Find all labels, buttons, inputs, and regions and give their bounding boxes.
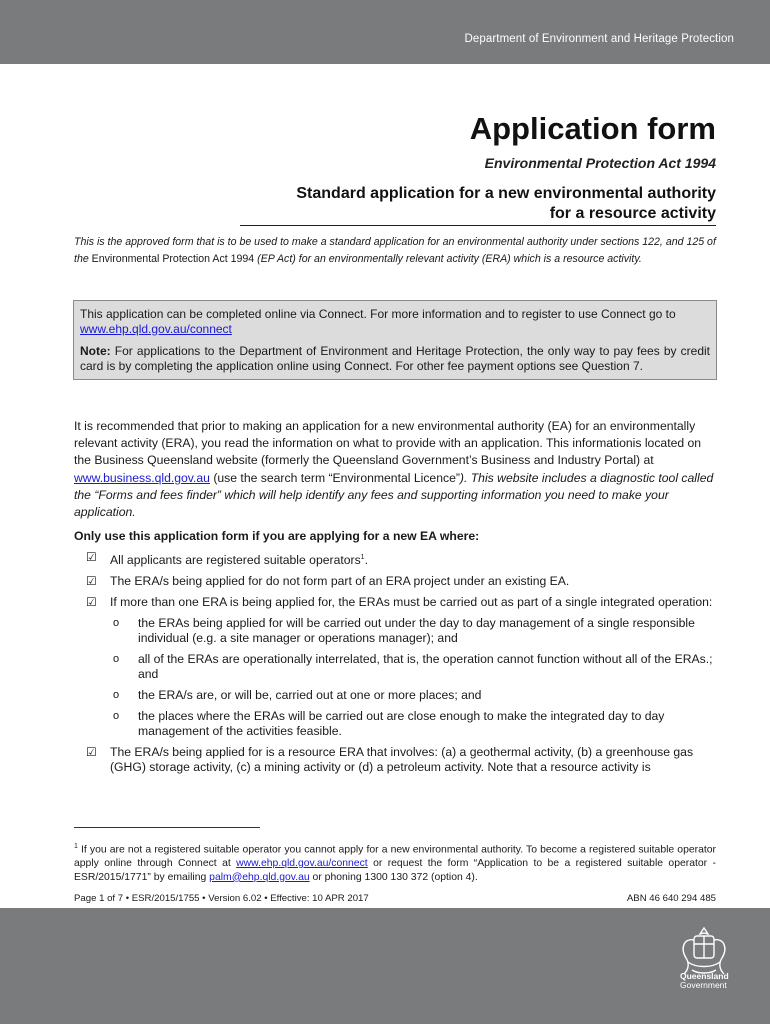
subitem-text: the places where the ERAs will be carried out are close enough to make the integrated day to day management of the activities feasible.	[138, 709, 665, 739]
intro-part-1: This is the approved form that is to be used to make a standard application for an environmental authority under sections 122, and 125 of the	[74, 236, 716, 265]
act-name: Environmental Protection Act 1994	[484, 155, 716, 171]
subtitle-line-2: for a resource activity	[549, 205, 716, 222]
circle-bullet-icon: o	[113, 617, 120, 630]
footnote-connect-link[interactable]: www.ehp.qld.gov.au/connect	[236, 858, 368, 870]
checklist-item-text: All applicants are registered suitable operators	[110, 553, 361, 568]
circle-bullet-icon: o	[113, 653, 120, 666]
checklist-subitem	[86, 652, 716, 682]
checklist-item-text: If more than one ERA is being applied for, the ERAs must be carried out as part of a single integrated operation:	[110, 595, 713, 610]
queensland-government-logo	[680, 972, 740, 990]
note-label: Note:	[80, 344, 111, 358]
subitem-text: all of the ERAs are operationally interrelated, that is, the operation cannot function without all of the ERAs.; and	[138, 652, 713, 682]
checklist-item-text: The ERA/s being applied for do not form part of an ERA project under an existing EA.	[110, 574, 570, 589]
footnote	[74, 840, 716, 884]
footnote-email-link[interactable]: palm@ehp.qld.gov.au	[209, 871, 310, 883]
checklist-item	[86, 595, 716, 610]
checkbox-checked-icon: ☑	[86, 745, 97, 760]
checklist-item	[86, 550, 716, 568]
checklist-item-text: The ERA/s being applied for is a resource ERA that involves: (a) a geothermal activity, (b) a greenhouse gas (GHG) storage activity, (c) a mining activity or (d) a petroleum activity. Note that a resource activity is	[110, 745, 694, 775]
footnote-number: 1	[74, 843, 78, 850]
eligibility-checklist	[86, 550, 716, 781]
recommendation-paragraph	[74, 418, 714, 521]
connect-link[interactable]: www.ehp.qld.gov.au/connect	[80, 321, 232, 336]
para-part-3: ). This website includes a diagnostic tool called the “Forms and fees finder” which will help identify any fees and supporting information you need to make your application.	[74, 470, 714, 520]
page-footer-info: Page 1 of 7 • ESR/2015/1755 • Version 6.02 • Effective: 10 APR 2017	[74, 893, 369, 904]
intro-act-name: Environmental Protection Act 1994	[91, 252, 255, 265]
eligibility-heading: Only use this application form if you are applying for a new EA where:	[74, 529, 480, 543]
footnote-divider	[74, 827, 260, 828]
logo-line-2: Government	[680, 980, 727, 990]
abn-number: ABN 46 640 294 485	[626, 893, 716, 904]
logo-line-1: Queensland	[680, 971, 729, 981]
page-title: Application form	[469, 111, 716, 146]
footnote-part-1: If you are not a registered suitable operator you cannot apply for a new environmental authority. To become a registered suitable operator apply online through Connect at	[74, 844, 716, 870]
checkbox-checked-icon: ☑	[86, 595, 97, 610]
checklist-subitem	[86, 709, 716, 739]
connect-info-box	[73, 300, 717, 380]
connect-info-text: This application can be completed online via Connect. For more information and to register to use Connect go to	[80, 307, 676, 321]
business-qld-link[interactable]: www.business.qld.gov.au	[74, 470, 210, 485]
form-subtitle	[156, 184, 716, 224]
footer-bar	[0, 908, 770, 1024]
checklist-subitem	[86, 688, 716, 703]
circle-bullet-icon: o	[113, 689, 120, 702]
checkbox-checked-icon: ☑	[86, 574, 97, 589]
checklist-subitem	[86, 616, 716, 646]
subitem-text: the ERAs being applied for will be carried out under the day to day management of a single responsible individual (e.g. a site manager or operations manager); and	[138, 616, 695, 646]
subtitle-line-1: Standard application for a new environmental authority	[296, 185, 716, 202]
checklist-item-end: .	[364, 553, 368, 568]
subitem-text: the ERA/s are, or will be, carried out at one or more places; and	[138, 688, 482, 703]
footnote-ref: 1	[360, 554, 365, 561]
checklist-item	[86, 574, 716, 589]
fee-note-paragraph	[80, 344, 710, 373]
para-part-1: It is recommended that prior to making an application for a new environmental authority (EA) for an environmentally relevant activity (ERA), you read the information on what to provide with an application. This informationis located on the Business Queensland website (formerly the Queensland Government’s Business and Industry Portal) at	[74, 419, 702, 468]
intro-part-2: (EP Act) for an environmentally relevant activity (ERA) which is a resource activity.	[254, 252, 642, 265]
footnote-part-2: or request the form “Application to be a registered suitable operator - ESR/2015/1771” by emailing	[74, 858, 716, 883]
intro-text	[74, 234, 718, 268]
title-divider	[240, 225, 716, 226]
footnote-part-3: or phoning 1300 130 372 (option 4).	[309, 871, 478, 883]
para-part-2: (use the search term “Environmental Licence”	[209, 470, 460, 485]
checklist-item	[86, 745, 716, 775]
note-text: For applications to the Department of Environment and Heritage Protection, the only way to pay fees by credit card is by completing the application online using Connect. For other fee payment options see Question 7.	[80, 344, 710, 373]
header-bar	[0, 0, 770, 64]
connect-info-paragraph	[80, 307, 710, 336]
department-name: Department of Environment and Heritage Protection	[464, 33, 734, 45]
circle-bullet-icon: o	[113, 710, 120, 723]
checkbox-checked-icon: ☑	[86, 550, 97, 564]
